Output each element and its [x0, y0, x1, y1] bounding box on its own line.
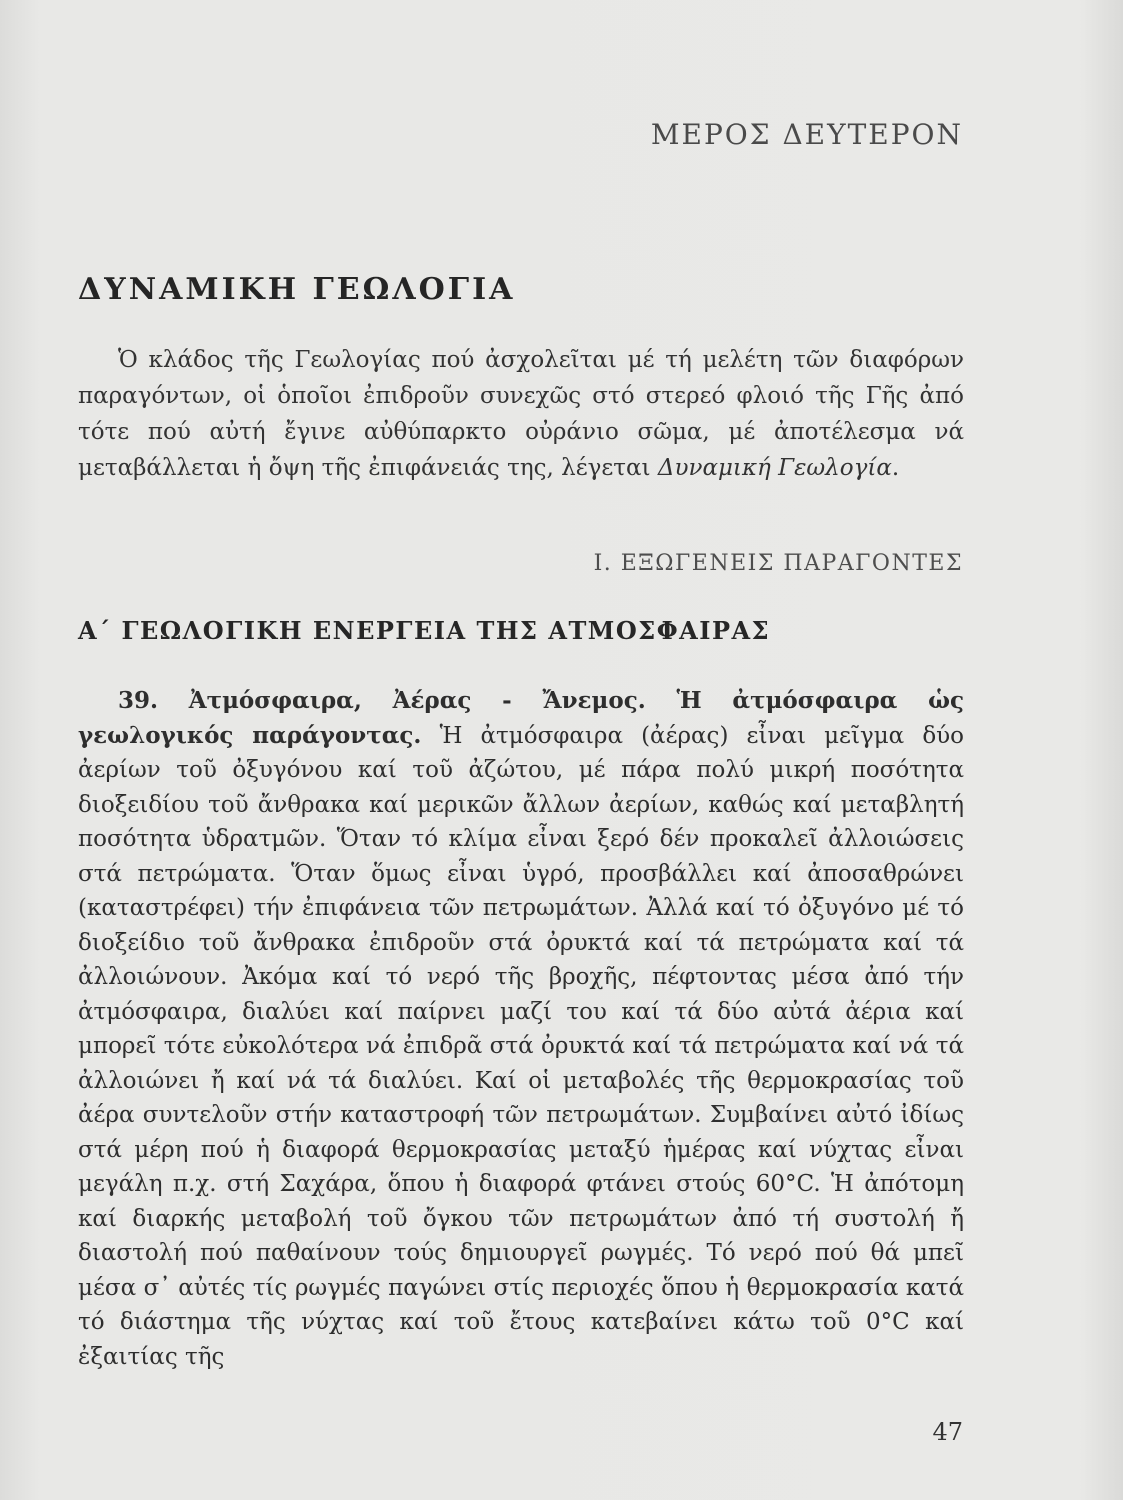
page-number: 47	[932, 1418, 963, 1446]
intro-end: .	[891, 455, 900, 481]
chapter-title: ΔΥΝΑΜΙΚΗ ΓΕΩΛΟΓΙΑ	[78, 272, 516, 307]
intro-paragraph	[78, 342, 964, 486]
paragraph-39-text: Ἡ ἀτμόσφαιρα (ἀέρας) εἶναι μεῖγμα δύο ἀερίων τοῦ ὀξυγόνου καί τοῦ ἀζώτου, μέ πάρα πολύ μικρή ποσότητα διοξειδίου τοῦ ἄνθρακα καί μερικῶν ἄλλων ἀερίων, καθώς καί μεταβλητή ποσότητα ὑδρατμῶν. Ὅταν τό κλίμα εἶναι ξερό δέν προκαλεῖ ἀλλοιώσεις στά πετρώματα. Ὅταν ὅμως εἶναι ὑγρό, προσβάλλει καί ἀποσαθρώνει (καταστρέφει) τήν ἐπιφάνεια τῶν πετρωμάτων. Ἀλλά καί τό ὀξυγόνο μέ τό διοξείδιο τοῦ ἄνθρακα ἐπιδροῦν στά ὀρυκτά καί τά πετρώματα καί τά ἀλλοιώνουν. Ἀκόμα καί τό νερό τῆς βροχῆς, πέφτοντας μέσα ἀπό τήν ἀτμόσφαιρα, διαλύει καί παίρνει μαζί του καί τά δύο αὐτά ἀέρια καί μπορεῖ τότε εὐκολότερα νά ἐπιδρᾶ στά ὀρυκτά καί τά πετρώματα καί νά τά ἀλλοιώνει ἤ καί νά τά διαλύει. Καί οἱ μεταβολές τῆς θερμοκρασίας τοῦ ἀέρα συντελοῦν στήν καταστροφή τῶν πετρωμάτων. Συμβαίνει αὐτό ἰδίως στά μέρη πού ἡ διαφορά θερμοκρασίας μεταξύ ἡμέρας καί νύχτας εἶναι μεγάλη π.χ. στή Σαχάρα, ὅπου ἡ διαφορά φτάνει στούς 60°C. Ἡ ἀπότομη καί διαρκής μεταβολή τοῦ ὄγκου τῶν πετρωμάτων ἀπό τή συστολή ἤ διαστολή πού παθαίνουν τούς δημιουργεῖ ρωγμές. Τό νερό πού θά μπεῖ μέσα σ᾿ αὐτές τίς ρωγμές παγώνει στίς περιοχές ὅπου ἡ θερμοκρασία κατά τό διάστημα τῆς νύχτας καί τοῦ ἔτους κατεβαίνει κάτω τοῦ 0°C καί ἐξαιτίας τῆς	[78, 722, 965, 1370]
paragraph-39-heading: 39. Ἀτμόσφαιρα, Ἀέρας - Ἄνεμος. Ἡ ἀτμόσφαιρα ὡς γεωλογικός παράγοντας.	[78, 687, 964, 749]
part-heading: ΜΕΡΟΣ ΔΕΥΤΕΡΟΝ	[650, 118, 963, 151]
subsection-heading: Α΄ ΓΕΩΛΟΓΙΚΗ ΕΝΕΡΓΕΙΑ ΤΗΣ ΑΤΜΟΣΦΑΙΡΑΣ	[78, 616, 771, 645]
section-heading: Ι. ΕΞΩΓΕΝΕΙΣ ΠΑΡΑΓΟΝΤΕΣ	[593, 551, 963, 576]
paragraph-39	[78, 684, 964, 1374]
intro-term: Δυναμική Γεωλογία	[657, 455, 892, 481]
intro-text: Ὁ κλάδος τῆς Γεωλογίας πού ἀσχολεῖται μέ τή μελέτη τῶν διαφόρων παραγόντων, οἱ ὁποῖοι ἐπιδροῦν συνεχῶς στό στερεό φλοιό τῆς Γῆς ἀπό τότε πού αὐτή ἔγινε αὐθύπαρκτο οὐράνιο σῶμα, μέ ἀποτέλεσμα νά μεταβάλλεται ἡ ὄψη τῆς ἐπιφάνειάς της, λέγεται	[78, 347, 964, 481]
